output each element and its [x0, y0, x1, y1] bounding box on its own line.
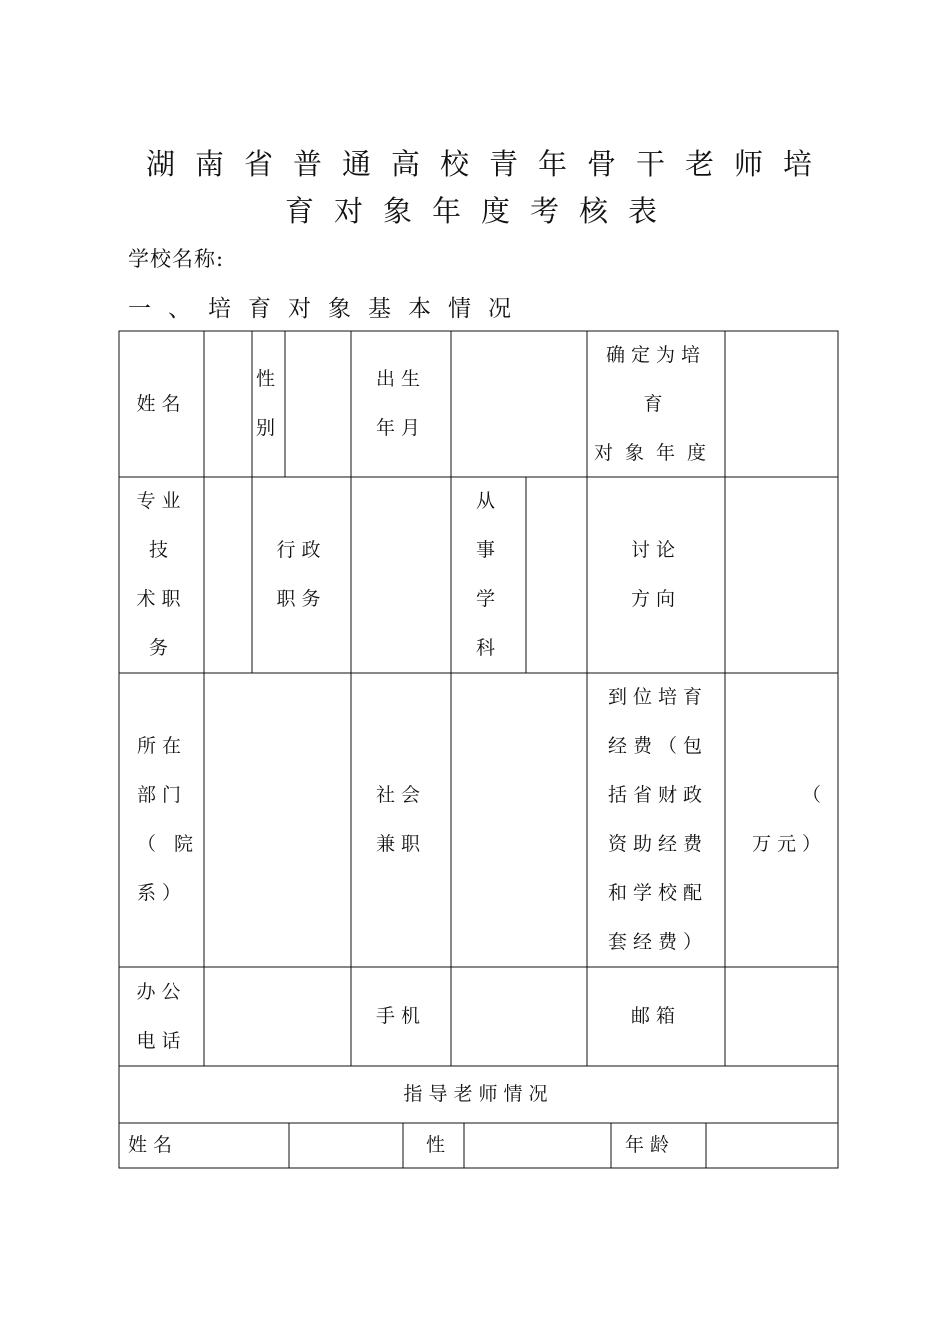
label-professional-title: 专业 技 术职 务	[136, 490, 187, 659]
section-heading: 一、培育对象基本情况	[128, 296, 528, 322]
form-title-line2: 育对象年度考核表	[284, 194, 677, 228]
label-name: 姓名	[136, 392, 187, 415]
label-birth: 出生 年月	[375, 368, 426, 439]
label-social-post: 社会 兼职	[375, 784, 426, 855]
label-department: 所在 部门 （院 系）	[137, 735, 212, 904]
label-gender: 性 别	[255, 368, 281, 439]
label-email: 邮箱	[630, 1005, 681, 1027]
label-discipline: 从 事 学 科	[475, 490, 501, 659]
mentor-heading: 指导老师情况	[403, 1083, 554, 1105]
label-funding: 到位培育 经费（包 括省财政 资助经费 和学校配 套经费）	[608, 686, 709, 953]
label-selected-year: 确定为培 育 对象年度	[593, 343, 718, 464]
label-office-phone: 办公 电话	[136, 980, 187, 1052]
label-mobile: 手机	[375, 1005, 426, 1027]
label-admin-post: 行政 职务	[276, 539, 327, 610]
label-mentor-age: 年龄	[625, 1134, 676, 1156]
label-research-direction: 讨论 方向	[630, 539, 681, 610]
school-name-label: 学校名称:	[128, 247, 225, 271]
form-title-line1: 湖南省普通高校青年骨干老师培	[145, 147, 832, 181]
funding-unit: （ 万元）	[751, 784, 827, 855]
label-mentor-gender: 性	[426, 1134, 452, 1156]
label-mentor-name: 姓名	[128, 1134, 179, 1156]
